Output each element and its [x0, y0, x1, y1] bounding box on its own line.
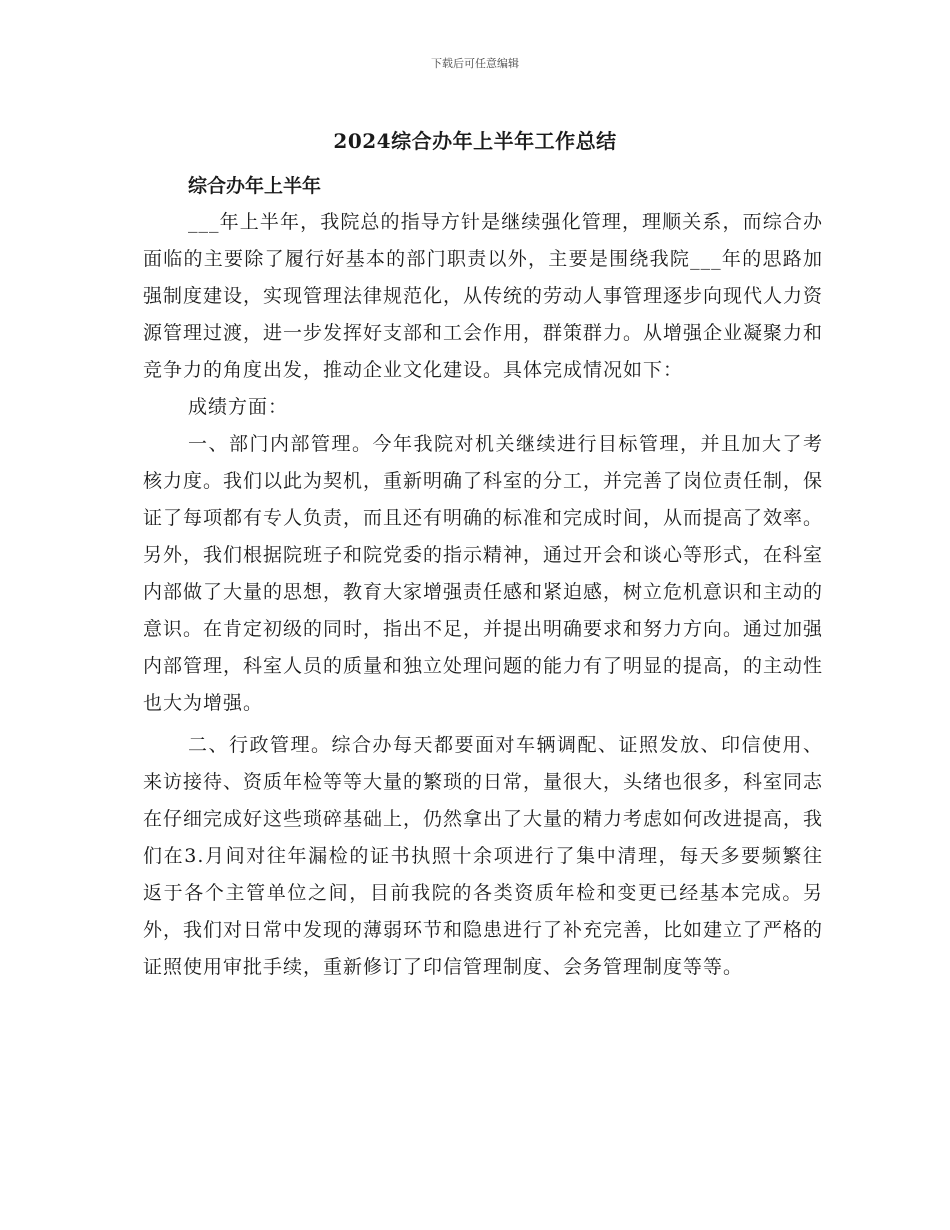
section-subheading: 综合办年上半年 — [188, 175, 322, 197]
document-title: 2024综合办年上半年工作总结 — [333, 129, 617, 153]
paragraph-intro: ___年上半年，我院总的指导方针是继续强化管理，理顺关系，而综合办面临的主要除了履行好基本的部门职责以外，主要是围绕我院___年的思路加强制度建设，实现管理法律规范化，从传统的劳动人事管理逐步向现代人力资源管理过渡，进一步发挥好支部和工会作用，群策群力。从增强企业凝聚力和竞争力的角度出发，推动企业文化建设。具体完成情况如下： — [143, 211, 824, 381]
paragraph-achievements-heading: 成绩方面： — [188, 396, 289, 418]
paragraph-internal-management: 一、部门内部管理。今年我院对机关继续进行目标管理，并且加大了考核力度。我们以此为契机，重新明确了科室的分工，并完善了岗位责任制，保证了每项都有专人负责，而且还有明确的标准和完成时间，从而提高了效率。另外，我们根据院班子和院党委的指示精神，通过开会和谈心等形式，在科室内部做了大量的思想，教育大家增强责任感和紧迫感，树立危机意识和主动的意识。在肯定初级的同时，指出不足，并提出明确要求和努力方向。通过加强内部管理，科室人员的质量和独立处理问题的能力有了明显的提高，的主动性也大为增强。 — [143, 433, 824, 714]
document-body — [143, 168, 823, 986]
paragraph-administrative-management: 二、行政管理。综合办每天都要面对车辆调配、证照发放、印信使用、来访接待、资质年检等等大量的繁琐的日常，量很大，头绪也很多，科室同志在仔细完成好这些琐碎基础上，仍然拿出了大量的精力考虑如何改进提高，我们在3.月间对往年漏检的证书执照十余项进行了集中清理，每天多要频繁往返于各个主管单位之间，目前我院的各类资质年检和变更已经基本完成。另外，我们对日常中发现的薄弱环节和隐患进行了补充完善，比如建立了严格的证照使用审批手续，重新修订了印信管理制度、会务管理制度等等。 — [143, 734, 824, 978]
header-note: 下载后可任意编辑 — [431, 57, 519, 70]
